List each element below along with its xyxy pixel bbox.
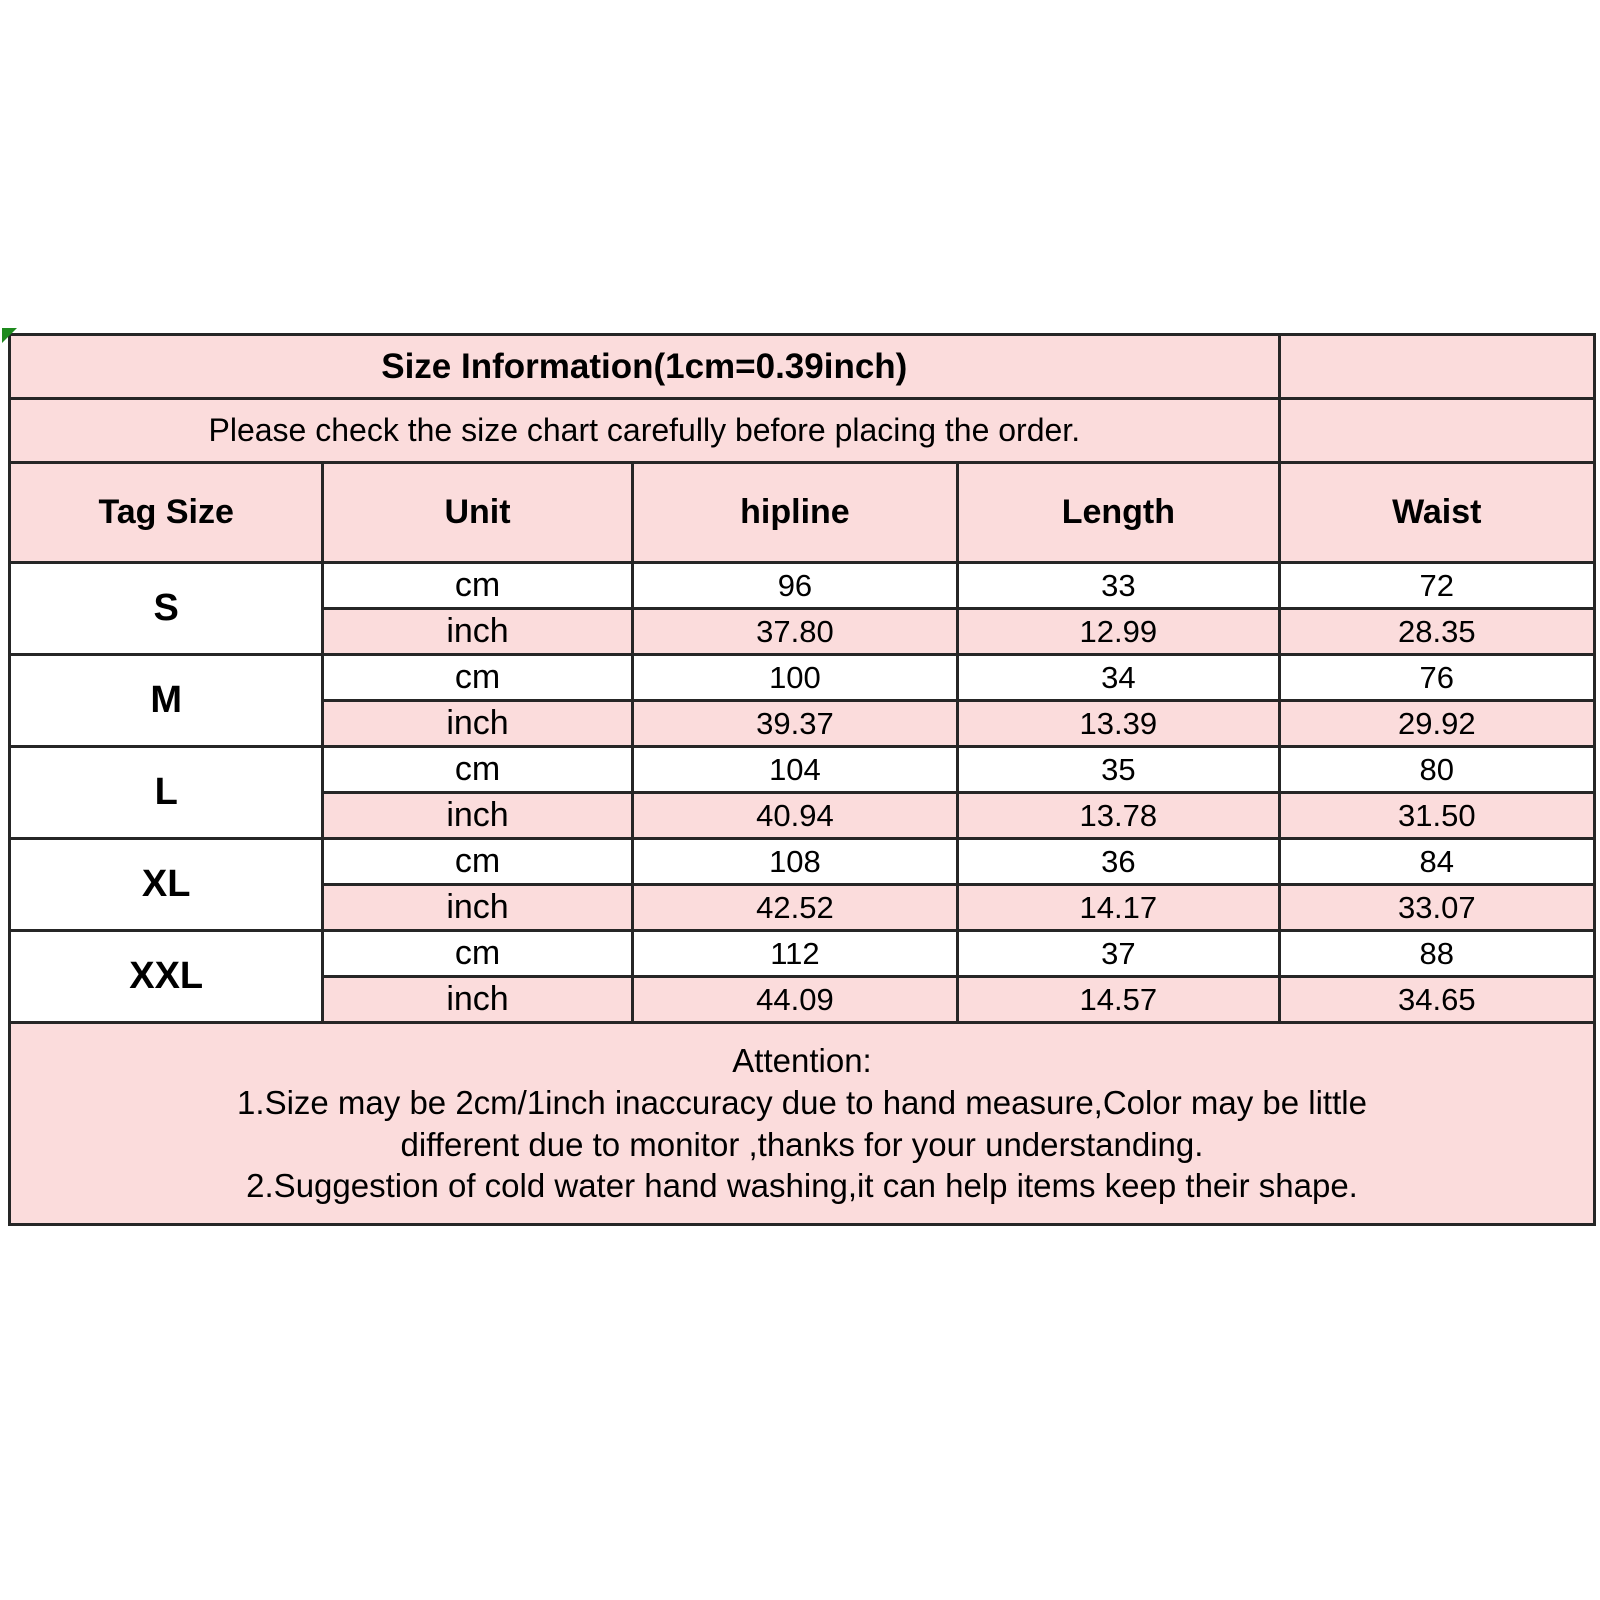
waist-inch-value: 31.50 <box>1279 793 1594 839</box>
hipline-cm-value: 108 <box>632 839 957 885</box>
tag-size-cell: XL <box>10 839 323 931</box>
tag-size-cell: L <box>10 747 323 839</box>
column-header-waist: Waist <box>1279 463 1594 563</box>
size-rows <box>10 563 1595 1023</box>
size-table-head <box>10 335 1595 563</box>
unit-label-cm: cm <box>323 655 632 701</box>
length-inch-value: 14.17 <box>958 885 1279 931</box>
title-row <box>10 335 1595 399</box>
table-title: Size Information(1cm=0.39inch) <box>10 335 1280 399</box>
waist-cm-value: 88 <box>1279 931 1594 977</box>
waist-inch-value: 29.92 <box>1279 701 1594 747</box>
length-cm-value: 35 <box>958 747 1279 793</box>
unit-label-inch: inch <box>323 885 632 931</box>
waist-inch-value: 28.35 <box>1279 609 1594 655</box>
green-corner-triangle-icon <box>2 328 17 343</box>
unit-label-cm: cm <box>323 563 632 609</box>
length-inch-value: 13.39 <box>958 701 1279 747</box>
hipline-cm-value: 100 <box>632 655 957 701</box>
waist-inch-value: 33.07 <box>1279 885 1594 931</box>
size-row-cm <box>10 839 1595 885</box>
unit-label-cm: cm <box>323 931 632 977</box>
hipline-inch-value: 44.09 <box>632 977 957 1023</box>
length-inch-value: 13.78 <box>958 793 1279 839</box>
size-row-cm <box>10 931 1595 977</box>
attention-row <box>10 1023 1595 1225</box>
size-table-foot <box>10 1023 1595 1225</box>
length-cm-value: 33 <box>958 563 1279 609</box>
column-header-length: Length <box>958 463 1279 563</box>
length-cm-value: 36 <box>958 839 1279 885</box>
waist-cm-value: 84 <box>1279 839 1594 885</box>
unit-label-cm: cm <box>323 839 632 885</box>
attention-line: 1.Size may be 2cm/1inch inaccuracy due to hand measure,Color may be little <box>237 1083 1367 1121</box>
column-header-unit: Unit <box>323 463 632 563</box>
hipline-inch-value: 42.52 <box>632 885 957 931</box>
unit-label-cm: cm <box>323 747 632 793</box>
waist-cm-value: 76 <box>1279 655 1594 701</box>
size-chart-table <box>8 333 1596 1226</box>
hipline-inch-value: 37.80 <box>632 609 957 655</box>
length-inch-value: 12.99 <box>958 609 1279 655</box>
attention-line: 2.Suggestion of cold water hand washing,it can help items keep their shape. <box>246 1167 1358 1205</box>
table-subtitle: Please check the size chart carefully before placing the order. <box>10 399 1280 463</box>
tag-size-cell: S <box>10 563 323 655</box>
hipline-inch-value: 39.37 <box>632 701 957 747</box>
attention-line: different due to monitor ,thanks for your understanding. <box>400 1125 1204 1163</box>
length-cm-value: 37 <box>958 931 1279 977</box>
waist-inch-value: 34.65 <box>1279 977 1594 1023</box>
hipline-cm-value: 112 <box>632 931 957 977</box>
size-row-cm <box>10 655 1595 701</box>
tag-size-cell: M <box>10 655 323 747</box>
subtitle-row-spacer-cell <box>1279 399 1594 463</box>
size-chart-table-container <box>8 333 1596 1226</box>
size-row-cm <box>10 563 1595 609</box>
tag-size-cell: XXL <box>10 931 323 1023</box>
length-inch-value: 14.57 <box>958 977 1279 1023</box>
unit-label-inch: inch <box>323 609 632 655</box>
hipline-inch-value: 40.94 <box>632 793 957 839</box>
column-header-tag-size: Tag Size <box>10 463 323 563</box>
attention-cell <box>10 1023 1595 1225</box>
hipline-cm-value: 104 <box>632 747 957 793</box>
unit-label-inch: inch <box>323 701 632 747</box>
waist-cm-value: 72 <box>1279 563 1594 609</box>
title-row-spacer-cell <box>1279 335 1594 399</box>
unit-label-inch: inch <box>323 977 632 1023</box>
unit-label-inch: inch <box>323 793 632 839</box>
size-row-cm <box>10 747 1595 793</box>
waist-cm-value: 80 <box>1279 747 1594 793</box>
column-header-hipline: hipline <box>632 463 957 563</box>
attention-heading: Attention: <box>732 1041 872 1079</box>
length-cm-value: 34 <box>958 655 1279 701</box>
subtitle-row <box>10 399 1595 463</box>
column-header-row <box>10 463 1595 563</box>
hipline-cm-value: 96 <box>632 563 957 609</box>
